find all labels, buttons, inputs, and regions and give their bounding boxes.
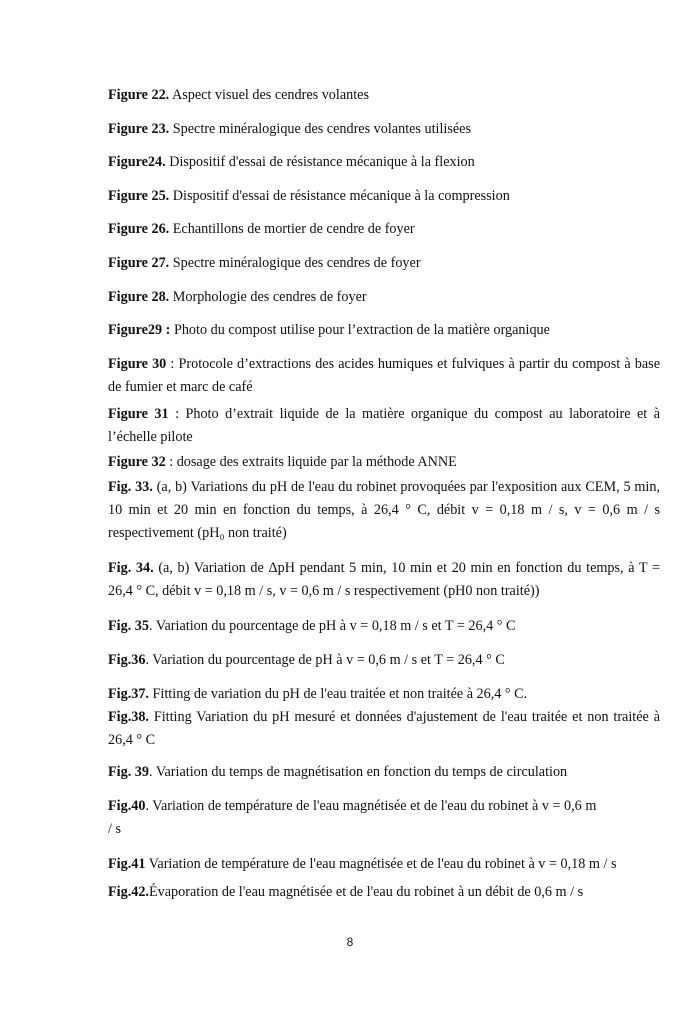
figure-caption: Spectre minéralogique des cendres volantes utilisées — [169, 121, 472, 137]
figure-caption: : Protocole d’extractions des acides humiques et fulviques à partir du compost à base de fumier et marc de café — [108, 356, 660, 395]
list-item — [108, 649, 660, 672]
figure-label: Fig.42. — [108, 884, 149, 900]
figure-label: Figure 28. — [108, 289, 170, 305]
figure-caption: Évaporation de l'eau magnétisée et de l'eau du robinet à un débit de 0,6 m / s — [148, 884, 584, 900]
figure-caption: (a, b) Variation de ΔpH pendant 5 min, 10 min et 20 min en fonction du temps, à T = 26,4 ° C, débit v = 0,18 m / s, v = 0,6 m / s respectivement (pH0 non traité)) — [108, 560, 660, 599]
figure-caption: Variation de température de l'eau magnétisée et de l'eau du robinet à v = 0,18 m / s — [145, 856, 617, 872]
figure-label: Fig.37. — [108, 686, 149, 702]
figure-caption: Photo du compost utilise pour l’extraction de la matière organique — [170, 322, 550, 338]
figure-caption: Dispositif d'essai de résistance mécanique à la compression — [169, 188, 510, 204]
list-item — [108, 761, 660, 784]
figure-label: Figure29 : — [108, 322, 171, 338]
list-item — [108, 615, 660, 638]
list-item — [108, 118, 660, 141]
list-item — [108, 218, 660, 241]
figure-label: Fig. 35 — [108, 618, 149, 634]
list-item — [108, 795, 598, 841]
figure-label: Figure 25. — [108, 188, 170, 204]
figure-label: Fig. 33. — [108, 479, 153, 495]
figure-caption: Spectre minéralogique des cendres de foyer — [169, 255, 421, 271]
figure-caption: (a, b) Variations du pH de l'eau du robinet provoquées par l'exposition aux CEM, 5 min, 10 min et 20 min en fonction du temps, à 26,4 ° C, débit v = 0,18 m / s, v = 0,6 m / s respectivement (pH₀ non traité) — [108, 479, 661, 541]
list-item — [108, 84, 660, 107]
figure-label: Figure 26. — [108, 221, 170, 237]
figure-caption: Dispositif d'essai de résistance mécanique à la flexion — [165, 154, 475, 170]
figure-caption: Aspect visuel des cendres volantes — [169, 87, 369, 103]
list-item — [108, 881, 660, 904]
figure-label: Figure 32 — [108, 454, 166, 470]
figure-label: Figure24. — [108, 154, 166, 170]
figure-label: Figure 31 — [108, 406, 169, 422]
figure-caption: . Variation du pourcentage de pH à v = 0,6 m / s et T = 26,4 ° C — [145, 652, 505, 668]
figure-label: Fig.40 — [108, 798, 146, 814]
figure-label: Figure 23. — [108, 121, 170, 137]
figure-caption: Fitting Variation du pH mesuré et données d'ajustement de l'eau traitée et non traitée à 26,4 ° C — [108, 709, 660, 748]
figure-caption: . Variation du pourcentage de pH à v = 0,18 m / s et T = 26,4 ° C — [148, 618, 516, 634]
figure-label: Figure 22. — [108, 87, 170, 103]
figure-label: Fig. 39 — [108, 764, 149, 780]
page-number: 8 — [346, 935, 354, 949]
list-item — [108, 252, 660, 275]
figure-caption: Echantillons de mortier de cendre de foyer — [169, 221, 415, 237]
figure-caption: : dosage des extraits liquide par la méthode ANNE — [165, 454, 457, 470]
list-item — [108, 451, 660, 474]
figure-label: Figure 30 — [108, 356, 167, 372]
figure-caption: . Variation de température de l'eau magnétisée et de l'eau du robinet à v = 0,6 m / s — [108, 798, 597, 837]
figure-label: Figure 27. — [108, 255, 170, 271]
list-item — [108, 151, 660, 174]
list-item — [108, 683, 660, 706]
list-item — [108, 286, 660, 309]
figure-label: Fig.41 — [108, 856, 146, 872]
figure-caption: : Photo d’extrait liquide de la matière organique du compost au laboratoire et à l’échelle pilote — [108, 406, 660, 445]
list-item — [108, 557, 660, 603]
list-item — [108, 403, 660, 449]
figure-caption: Fitting de variation du pH de l'eau traitée et non traitée à 26,4 ° C. — [148, 686, 528, 702]
list-item — [108, 185, 660, 208]
figure-label: Fig.38. — [108, 709, 149, 725]
list-item — [108, 476, 660, 545]
list-item — [108, 706, 660, 752]
figure-caption: Morphologie des cendres de foyer — [169, 289, 367, 305]
list-item — [108, 353, 660, 399]
figure-caption: . Variation du temps de magnétisation en fonction du temps de circulation — [148, 764, 568, 780]
figure-label: Fig.36 — [108, 652, 146, 668]
figure-label: Fig. 34. — [108, 560, 154, 576]
list-item — [108, 853, 660, 876]
list-item — [108, 319, 660, 342]
